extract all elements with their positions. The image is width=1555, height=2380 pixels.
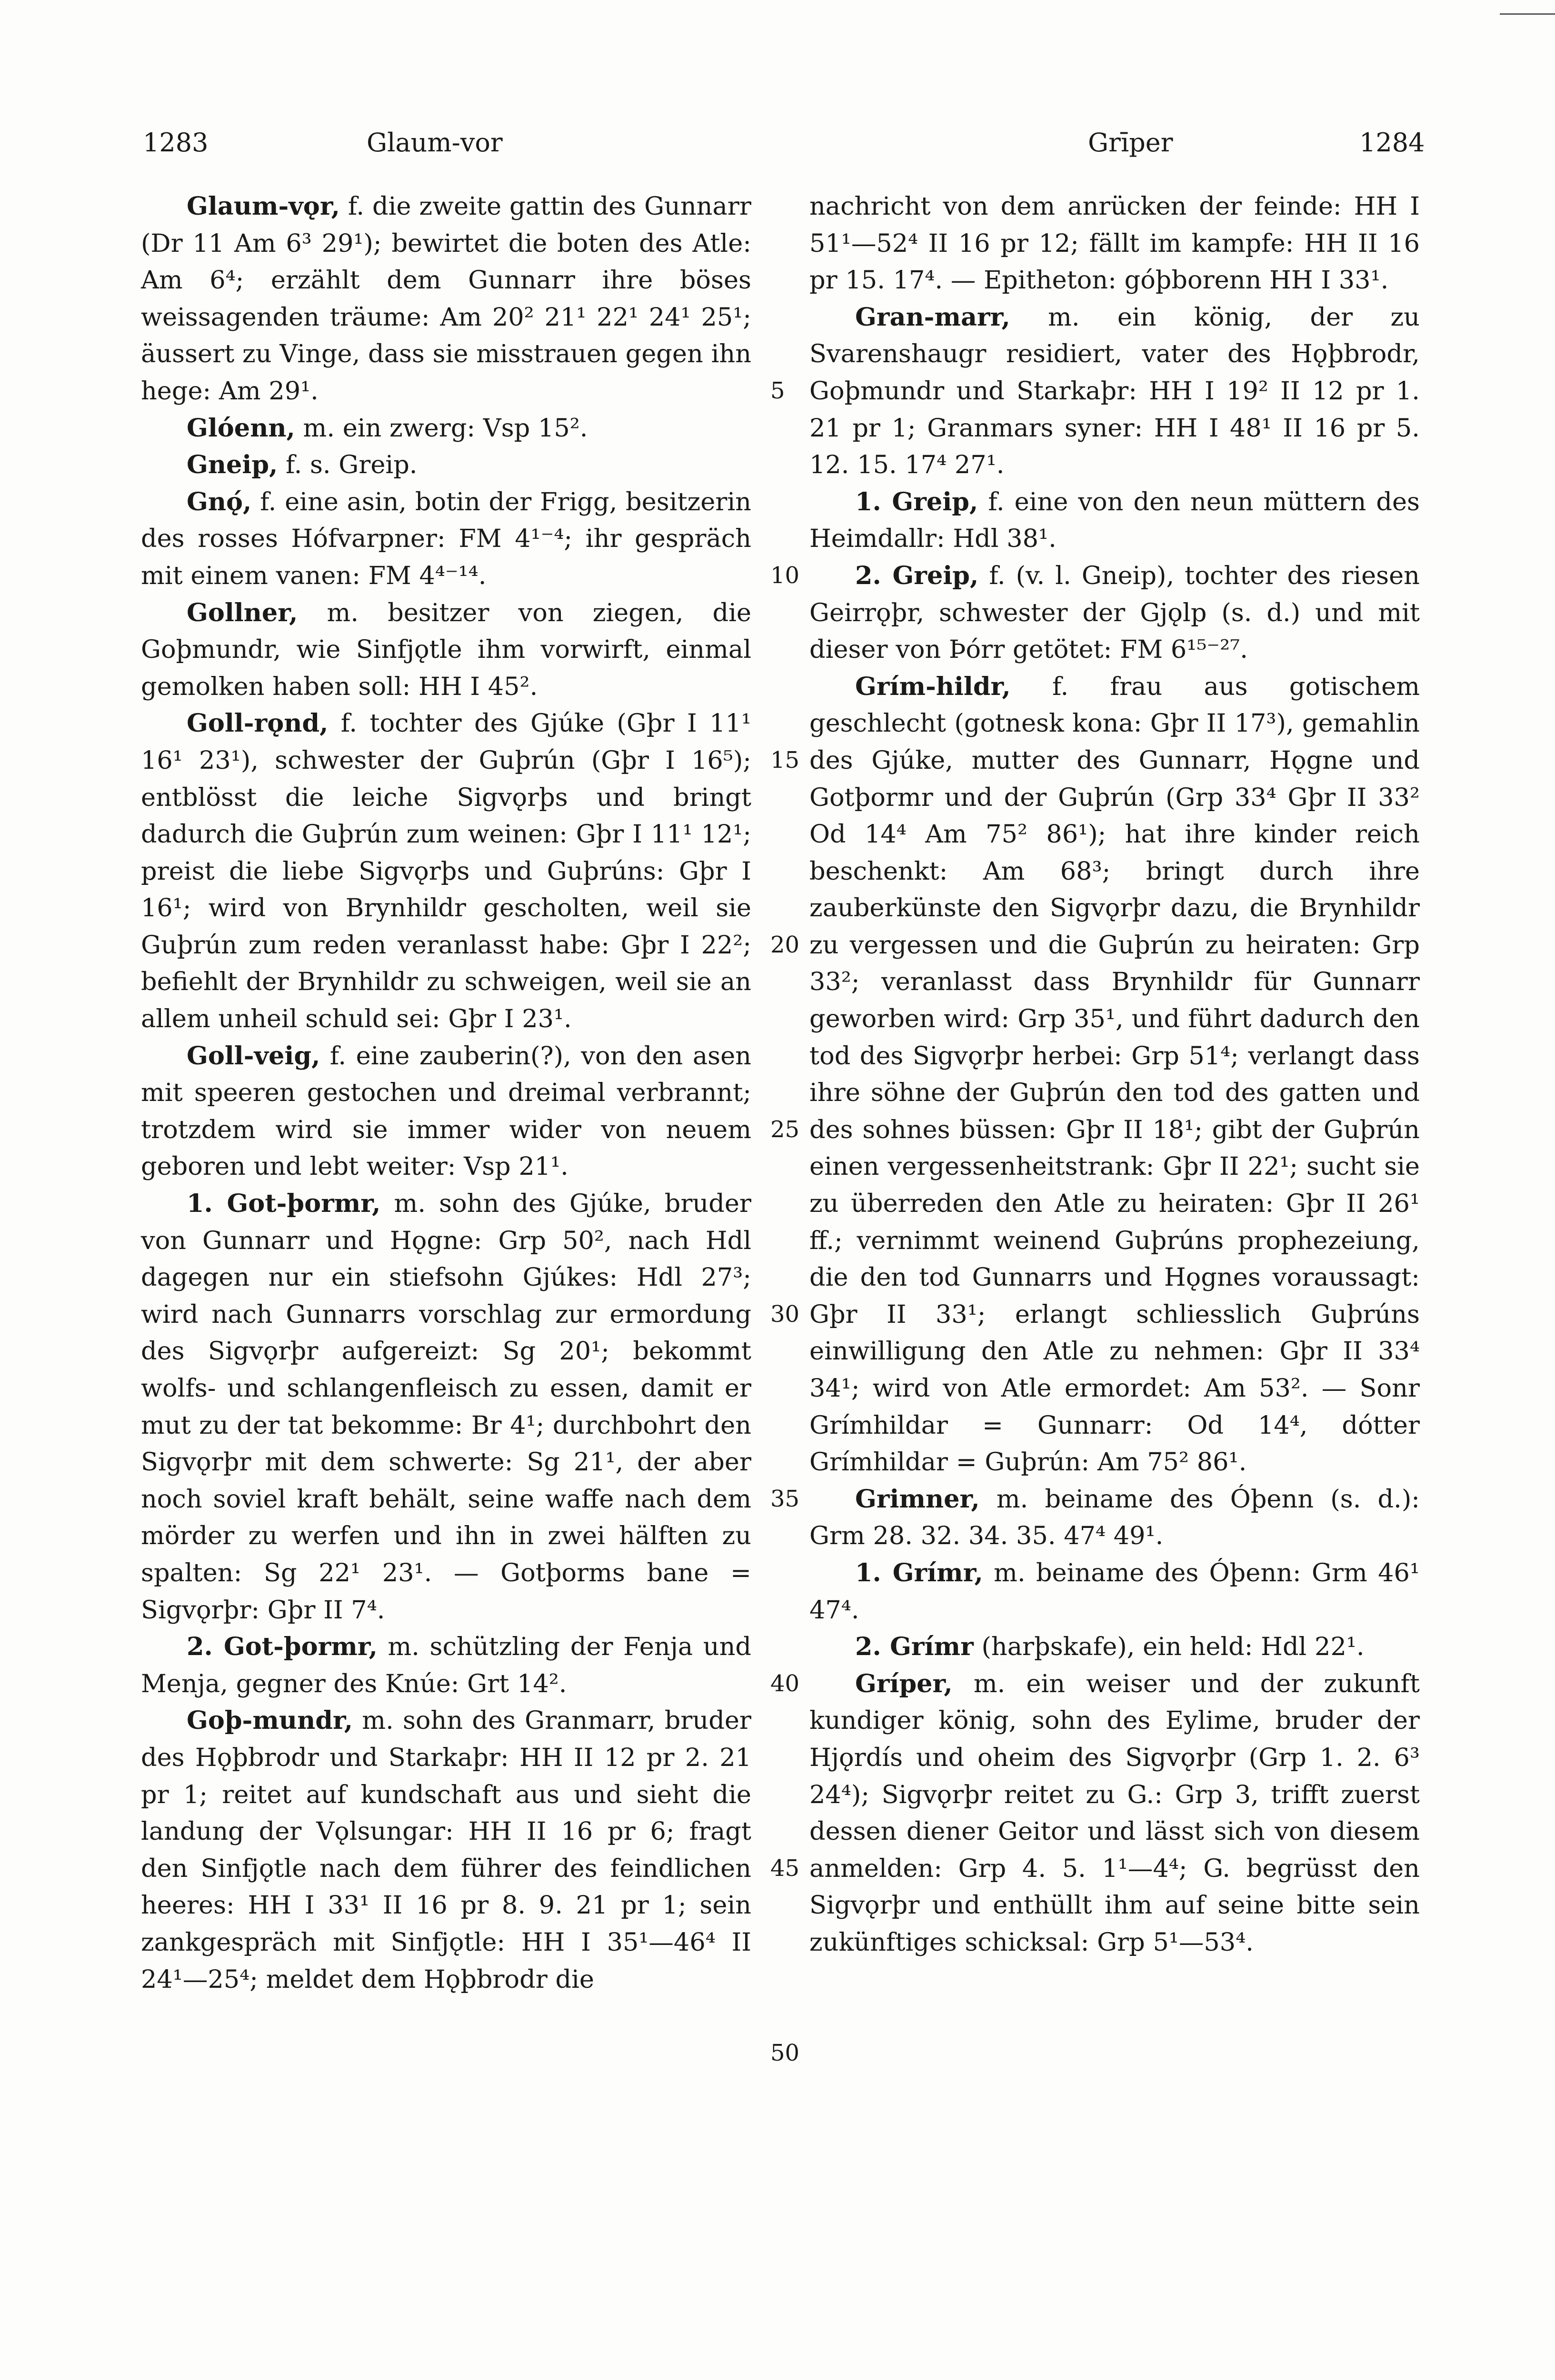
entry-text: f. eine zauberin(?), von den asen mit speeren gestochen und dreimal verbrannt; trotzdem wird sie immer wider von neuem geboren und lebt weiter: Vsp 21¹. <box>141 1041 751 1181</box>
entry-grimr-2 <box>809 1628 1420 1666</box>
entry-goll-rond <box>141 705 751 1037</box>
entry-gollner <box>141 595 751 705</box>
entry-text: m. sohn des Gjúke, bruder von Gunnarr und Hǫgne: Grp 50², nach Hdl dagegen nur ein stiefsohn Gjúkes: Hdl 27³; wird nach Gunnarrs vorschlag zur ermordung des Sigvǫrþr aufgereizt: Sg 20¹; bekommt wolfs- und schlangenfleisch zu essen, damit er mut zu der tat bekomme: Br 4¹; durchbohrt den Sigvǫrþr mit dem schwerte: Sg 21¹, der aber noch soviel kraft behält, seine waffe nach dem mörder zu werfen und ihn in zwei hälften zu spalten: Sg 22¹ 23¹. — Gotþorms bane = Sigvǫrþr: Gþr II 7⁴. <box>141 1189 751 1625</box>
headword: Gneip, <box>187 450 278 480</box>
entry-text: f. s. Greip. <box>286 450 418 480</box>
headword: Gollner, <box>187 598 298 627</box>
entry-goll-veig <box>141 1038 751 1185</box>
headword: Goll-rǫnd, <box>187 709 329 738</box>
entry-gneip <box>141 446 751 484</box>
entry-greip-2 <box>809 557 1420 668</box>
line-number: 35 <box>770 1486 800 1512</box>
entry-glaum-vor <box>141 188 751 410</box>
entry-goth-mundr <box>141 1702 751 1998</box>
entry-text: nachricht von dem anrücken der feinde: HH I 51¹—52⁴ II 16 pr 12; fällt im kampfe: HH II 16 pr 15. 17⁴. — Epitheton: góþborenn HH I 33¹. <box>809 192 1420 295</box>
line-number: 20 <box>770 932 800 958</box>
headword: Gnǫ́, <box>187 487 252 516</box>
entry-text: m. beiname des Óþenn: Grm 46¹ 47⁴. <box>809 1558 1420 1625</box>
page-number-right: 1284 <box>1359 128 1425 158</box>
entry-text: m. schützling der Fenja und Menja, gegner des Knúe: Grt 14². <box>141 1632 751 1698</box>
line-number: 50 <box>770 2040 800 2066</box>
headword: 2. Greip, <box>855 561 979 590</box>
entry-text: m. ein weiser und der zukunft kundiger könig, sohn des Eylime, bruder der Hjǫrdís und oheim des Sigvǫrþr (Grp 1. 2. 6³ 24⁴); Sigvǫrþr reitet zu G.: Grp 3, trifft zuerst dessen diener Geitor und lässt sich von diesem anmelden: Grp 4. 5. 1¹—4⁴; G. begrüsst den Sigvǫrþr und enthüllt ihm auf seine bitte sein zukünftiges schicksal: Grp 5¹—53⁴. <box>809 1669 1420 1957</box>
entry-text: m. beiname des Óþenn (s. d.): Grm 28. 32. 34. 35. 47⁴ 49¹. <box>809 1484 1420 1551</box>
entry-text: f. (v. l. Gneip), tochter des riesen Geirrǫþr, schwester der Gjǫlp (s. d.) und mit dieser von Þórr getötet: FM 6¹⁵⁻²⁷. <box>809 561 1420 664</box>
entry-text: m. besitzer von ziegen, die Goþmundr, wie Sinfjǫtle ihm vorwirft, einmal gemolken haben soll: HH I 45². <box>141 598 751 701</box>
line-number: 10 <box>770 562 800 589</box>
line-number: 5 <box>770 377 785 404</box>
entry-text: m. ein könig, der zu Svarenshaugr residiert, vater des Hǫþbrodr, Goþmundr und Starkaþr: HH I 19² II 12 pr 1. 21 pr 1; Granmars syner: HH I 48¹ II 16 pr 5. 12. 15. 17⁴ 27¹. <box>809 302 1420 480</box>
headword: 1. Greip, <box>855 487 978 516</box>
headword: Glóenn, <box>187 413 295 443</box>
line-number: 30 <box>770 1301 800 1328</box>
entry-text: m. ein zwerg: Vsp 15². <box>303 413 588 443</box>
top-edge-rule <box>1500 13 1555 15</box>
entry-text: f. eine von den neun müttern des Heimdallr: Hdl 38¹. <box>809 487 1420 554</box>
headword: Goþ-mundr, <box>187 1706 353 1735</box>
headword: 1. Got-þormr, <box>187 1189 381 1219</box>
entry-text: f. frau aus gotischem geschlecht (gotnesk kona: Gþr II 17³), gemahlin des Gjúke, mutter des Gunnarr, Hǫgne und Gotþormr und der Guþrún (Grp 33⁴ Gþr II 33² Od 14⁴ Am 75² 86¹); hat ihre kinder reich beschenkt: Am 68³; bringt durch ihre zauberkünste den Sigvǫrþr dazu, die Brynhildr zu vergessen und die Guþrún zu heiraten: Grp 33²; veranlasst dass Brynhildr für Gunnarr geworben wird: Grp 35¹, und führt dadurch den tod des Sigvǫrþr herbei: Grp 51⁴; verlangt dass ihre söhne der Guþrún den tod des gatten und des sohnes büssen: Gþr II 18¹; gibt der Guþrún einen vergessenheitstrank: Gþr II 22¹; sucht sie zu überreden den Atle zu heiraten: Gþr II 26¹ ff.; vernimmt weinend Guþrúns prophezeiung, die den tod Gunnarrs und Hǫgnes voraussagt: Gþr II 33¹; erlangt schliesslich Guþrúns einwilligung den Atle zu nehmen: Gþr II 33⁴ 34¹; wird von Atle ermordet: Am 53². — Sonr Grímhildar = Gunnarr: Od 14⁴, dótter Grímhildar = Guþrún: Am 75² 86¹. <box>809 672 1420 1477</box>
headword: Gran-marr, <box>855 302 1010 332</box>
headword: Gríper, <box>855 1669 953 1698</box>
headword: 2. Got-þormr, <box>187 1632 378 1662</box>
entry-grimner <box>809 1481 1420 1555</box>
entry-got-thormr-1 <box>141 1185 751 1628</box>
entry-continuation <box>809 188 1420 299</box>
entry-text: (harþskafe), ein held: Hdl 22¹. <box>981 1632 1365 1662</box>
entry-text: f. tochter des Gjúke (Gþr I 11¹ 16¹ 23¹), schwester der Guþrún (Gþr I 16⁵); entblösst die leiche Sigvǫrþs und bringt dadurch die Guþrún zum weinen: Gþr I 11¹ 12¹; preist die liebe Sigvǫrþs und Guþrúns: Gþr I 16¹; wird von Brynhildr gescholten, weil sie Guþrún zum reden veranlasst habe: Gþr I 22²; befiehlt der Brynhildr zu schweigen, weil sie an allem unheil schuld sei: Gþr I 23¹. <box>141 709 751 1034</box>
line-number: 15 <box>770 747 800 774</box>
headword: Grím-hildr, <box>855 672 1011 701</box>
left-column <box>141 188 751 1998</box>
headword: 1. Grímr, <box>855 1558 983 1587</box>
entry-gno <box>141 484 751 595</box>
headword: Goll-veig, <box>187 1041 320 1071</box>
line-number: 40 <box>770 1670 800 1697</box>
right-column <box>809 188 1420 1961</box>
headword: Glaum-vǫr, <box>187 192 340 221</box>
entry-gloenn <box>141 410 751 447</box>
running-head-right: Grīper <box>1088 128 1173 158</box>
entry-grim-hildr <box>809 668 1420 1481</box>
entry-got-thormr-2 <box>141 1628 751 1702</box>
headword: Grimner, <box>855 1484 980 1514</box>
line-number: 45 <box>770 1855 800 1882</box>
entry-grimr-1 <box>809 1555 1420 1628</box>
entry-text: m. sohn des Granmarr, bruder des Hǫþbrodr und Starkaþr: HH II 12 pr 2. 21 pr 1; reitet auf kundschaft aus und sieht die landung der Vǫlsungar: HH II 16 pr 6; fragt den Sinfjǫtle nach dem führer des feindlichen heeres: HH I 33¹ II 16 pr 8. 9. 21 pr 1; sein zankgespräch mit Sinfjǫtle: HH I 35¹—46⁴ II 24¹—25⁴; meldet dem Hǫþbrodr die <box>141 1706 751 1994</box>
entry-griper <box>809 1666 1420 1961</box>
entry-gran-marr <box>809 299 1420 484</box>
entry-greip-1 <box>809 484 1420 557</box>
headword: 2. Grímr <box>855 1632 974 1662</box>
entry-text: f. die zweite gattin des Gunnarr (Dr 11 Am 6³ 29¹); bewirtet die boten des Atle: Am 6⁴; erzählt dem Gunnarr ihre böses weissagenden träume: Am 20² 21¹ 22¹ 24¹ 25¹; äussert zu Vinge, dass sie misstrauen gegen ihn hege: Am 29¹. <box>141 192 751 406</box>
entry-text: f. eine asin, botin der Frigg, besitzerin des rosses Hófvarpner: FM 4¹⁻⁴; ihr gespräch mit einem vanen: FM 4⁴⁻¹⁴. <box>141 487 751 590</box>
line-number: 25 <box>770 1116 800 1143</box>
page-number-left: 1283 <box>143 128 209 158</box>
running-head-left: Glaum-vor <box>367 128 503 158</box>
